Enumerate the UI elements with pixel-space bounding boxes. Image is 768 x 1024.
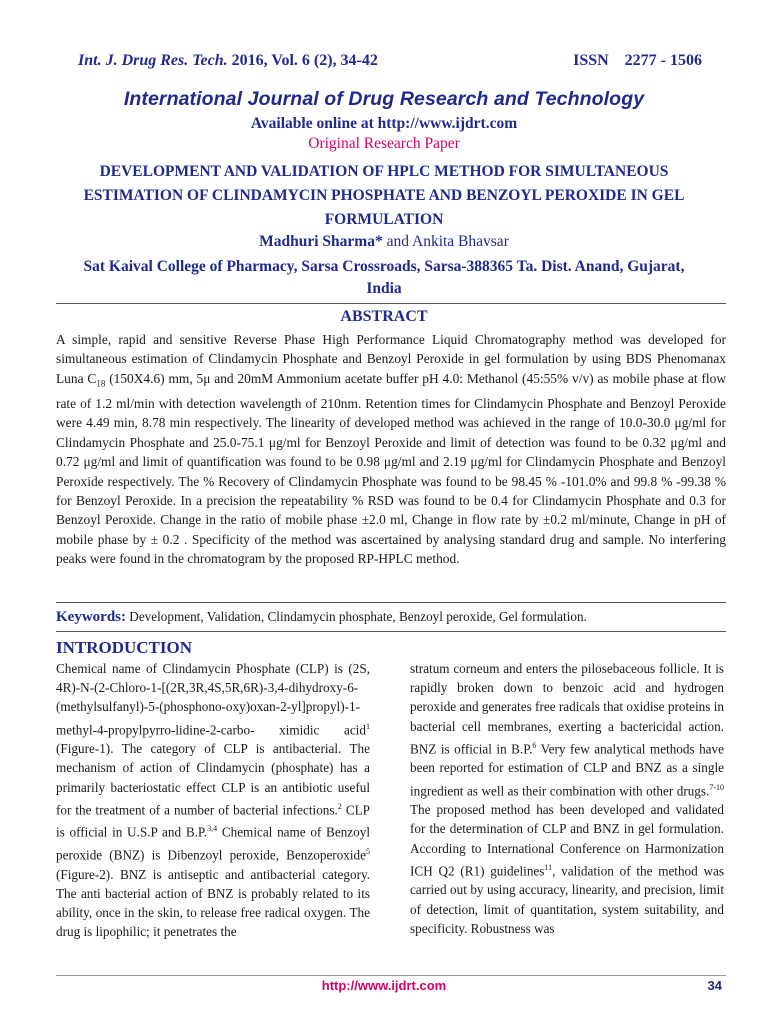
intro-right-text-c: The proposed method has been developed and validated for the determination of CLP and BNZ in gel formulation. According to International Conference on Harmonization ICH Q2 (R1) guidelines bbox=[410, 802, 724, 879]
abstract-text-2: (150X4.6) mm, 5μ and 20mM Ammonium acetate buffer pH 4.0: Methanol (45:55% v/v) as mobile phase at flow rate of 1.2 ml/min with detection wavelength of 210nm. Retention times for Clindamycin Phosphate and Benzoyl Peroxide were 4.49 min, 8.78 min respectively. The linearity of developed method was achieved in the range of 10.0-30.0 μg/ml for Clindamycin Phosphate and 25.0-75.1 μg/ml for Benzoyl Peroxide and limit of detection was found to be 0.32 μg/ml and 0.72 μg/ml and limit of quantification was found to be 0.98 μg/ml and 2.19 μg/ml for Clindamycin Phosphate and Benzoyl Peroxide respectively. The % Recovery of Clindamycin Phosphate was found to be 98.45 % -101.0% and 99.8 % -99.38 % for Benzoyl Peroxide. In a precision the repeatability % RSD was found to be 0.4 for Clindamycin Phosphate and 0.3 for Benzoyl Peroxide. Change in the ratio of mobile phase ±2.0 ml, Change in flow rate by ±0.2 ml/minute, Change in pH of mobile phase by ± 0.2 . Specificity of the method was ascertained by analysing standard drug and sample. No interfering peaks were found in the chromatogram by the proposed RP-HPLC method. bbox=[56, 370, 726, 567]
intro-left-text-c: CLP is official in U.S.P and B.P. bbox=[56, 802, 370, 840]
intro-left-text-b: (Figure-1). The category of CLP is antibacterial. The mechanism of action of Clindamycin (phosphate) has a primarily bacteriostatic effect CLP is an antibiotic useful for the treatment of a number of bacterial infections. bbox=[56, 741, 370, 818]
ref-2: 2 bbox=[337, 801, 342, 811]
intro-right-text-a: stratum corneum and enters the pilosebaceous follicle. It is rapidly broken down to benzoic acid and hydrogen peroxide and generates free radicals that oxidise proteins in bacterial cell membranes, exerting a bactericidal action. BNZ is official in B.P. bbox=[410, 661, 724, 757]
footer-url[interactable]: http://www.ijdrt.com bbox=[321, 978, 447, 993]
paper-type: Original Research Paper bbox=[308, 135, 460, 152]
author-first: Madhuri Sharma* bbox=[259, 233, 383, 250]
abstract-subscript: 18 bbox=[96, 378, 106, 389]
ref-6: 6 bbox=[532, 740, 537, 750]
intro-left-text-e: (Figure-2). BNZ is antiseptic and antibacterial category. The anti bacterial action of BNZ is probably related to its ability, once in the skin, to release free radical oxygen. The drug is lipophilic; it penetrates the bbox=[56, 866, 370, 940]
keywords-text: Development, Validation, Clindamycin phosphate, Benzoyl peroxide, Gel formulation. bbox=[126, 609, 587, 624]
ref-5: 5 bbox=[366, 847, 370, 856]
running-header bbox=[78, 52, 702, 70]
keywords bbox=[56, 609, 726, 626]
journal-citation bbox=[78, 52, 378, 70]
abstract-heading: ABSTRACT bbox=[340, 308, 428, 325]
issn-label: ISSN bbox=[573, 52, 609, 69]
ref-1: 1 bbox=[366, 721, 370, 731]
intro-column-left bbox=[56, 659, 370, 941]
journal-title: International Journal of Drug Research and Technology bbox=[123, 88, 645, 110]
divider-top bbox=[56, 303, 726, 304]
intro-column-right bbox=[410, 659, 724, 938]
abstract-body bbox=[56, 330, 726, 569]
ref-7-10: 7-10 bbox=[709, 782, 724, 792]
author-line bbox=[0, 233, 768, 251]
author-second: Ankita Bhavsar bbox=[412, 233, 509, 250]
issn bbox=[573, 52, 702, 70]
footer-divider bbox=[56, 975, 726, 976]
intro-left-text-a: Chemical name of Clindamycin Phosphate (CLP) is (2S, 4R)-N-(2-Chloro-1-[(2R,3R,4S,5R,6R)-3,4-dihydroxy-6-(methylsulfanyl)-5-(phosphono-oxy)oxan-2-yl]propyl)-1-methyl-4-propylpyrro-lidine-2-carbo- ximidic acid bbox=[56, 661, 370, 737]
intro-right-text-d: , validation of the method was carried out by using accuracy, linearity, and precision, limit of detection, limit of quantitation, system suitability, and specificity. Robustness was bbox=[410, 863, 724, 936]
intro-right-text-b: Very few analytical methods have been reported for estimation of CLP and BNZ as a single ingredient as well as their combination with other drugs. bbox=[410, 741, 724, 798]
available-online: Available online at http://www.ijdrt.com bbox=[250, 115, 518, 132]
affiliation: Sat Kaival College of Pharmacy, Sarsa Crossroads, Sarsa-388365 Ta. Dist. Anand, Gujarat, India bbox=[83, 258, 685, 297]
divider-keywords bbox=[56, 631, 726, 632]
divider-abstract bbox=[56, 602, 726, 603]
page-number: 34 bbox=[707, 978, 722, 993]
article-title: DEVELOPMENT AND VALIDATION OF HPLC METHOD FOR SIMULTANEOUS ESTIMATION OF CLINDAMYCIN PHOSPHATE AND BENZOYL PEROXIDE IN GEL FORMULATION bbox=[83, 163, 685, 228]
intro-left-text-d: Chemical name of Benzoyl peroxide (BNZ) is Dibenzoyl peroxide, Benzoperoxide bbox=[56, 824, 370, 863]
issn-value: 2277 - 1506 bbox=[624, 52, 702, 69]
author-joiner: and bbox=[382, 233, 412, 250]
journal-abbrev: Int. J. Drug Res. Tech. bbox=[78, 52, 228, 69]
volume-info: 2016, Vol. 6 (2), 34-42 bbox=[231, 52, 378, 69]
keywords-label: Keywords: bbox=[56, 609, 126, 625]
ref-11: 11 bbox=[544, 862, 553, 872]
introduction-heading: INTRODUCTION bbox=[56, 638, 193, 657]
ref-3-4: 3,4 bbox=[207, 824, 218, 834]
abstract-text-1: A simple, rapid and sensitive Reverse Phase High Performance Liquid Chromatography method was developed for simultaneous estimation of Clindamycin Phosphate and Benzoyl Peroxide in gel formulation by using BDS Phenomanax Luna C bbox=[56, 332, 726, 386]
